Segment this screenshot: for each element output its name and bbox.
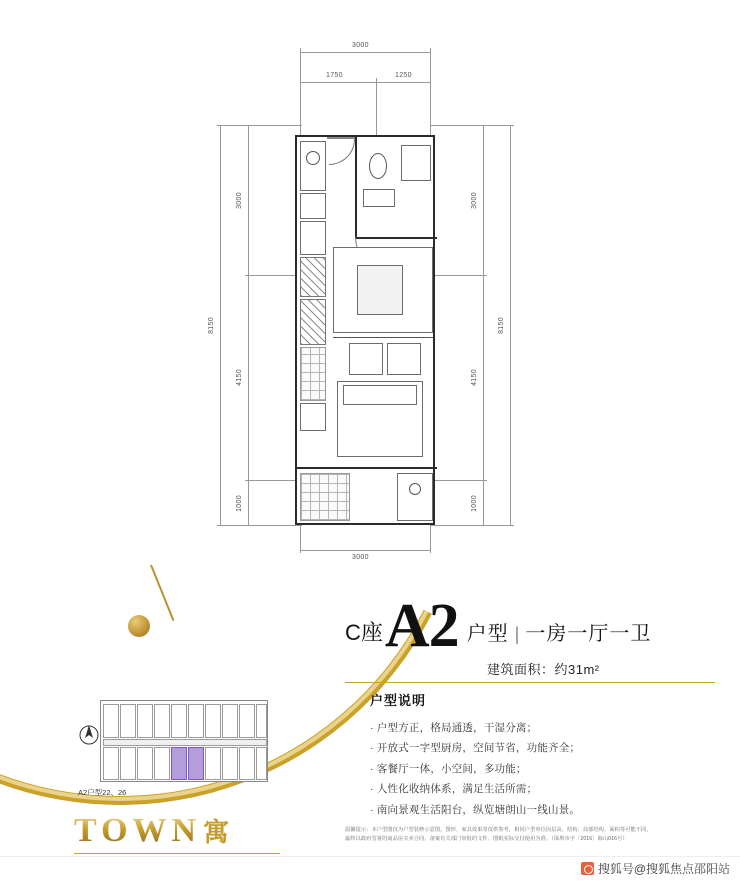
ext-line — [430, 275, 486, 276]
description-item: · 人性化收纳体系，满足生活所需； — [370, 783, 538, 796]
dim-line-bottom-total — [300, 550, 430, 551]
dim-line-top-left — [300, 82, 376, 83]
kitchen-cabinet — [300, 221, 326, 255]
dim-bottom-total: 3000 — [352, 554, 369, 561]
wall-balcony-top — [297, 467, 437, 469]
description-item: · 开放式一字型厨房，空间节省，功能齐全； — [370, 742, 581, 755]
description-item: · 客餐厅一体，小空间，多功能； — [370, 762, 527, 775]
key-plan-unit — [205, 747, 221, 780]
key-plan-unit — [103, 704, 119, 738]
dim-line-left-total — [220, 125, 221, 525]
sofa-coffee-table — [357, 265, 403, 315]
dim-line-right-upper — [483, 125, 484, 275]
footer-bar — [0, 856, 740, 882]
description-item: · 户型方正，格局通透，干湿分离； — [370, 722, 538, 734]
dim-right-mid: 4150 — [470, 369, 478, 386]
disclaimer-line-1: 温馨提示：本户型图仅为户型装修示意图，图形、家具效果等仅供参考，相同户型单位因层高、结构、局部结构、面积等可能不同， — [345, 827, 652, 833]
pointer-line — [150, 565, 174, 621]
balcony-floor-tile — [300, 473, 350, 521]
dim-line-left-upper — [248, 125, 249, 275]
wardrobe — [300, 347, 326, 401]
balcony-utility — [397, 473, 433, 521]
dim-left-total: 8150 — [207, 317, 215, 334]
ext-line — [376, 78, 377, 138]
dim-line-right-lower — [483, 480, 484, 525]
building-seat-label: C座 — [345, 619, 383, 645]
key-plan-unit — [137, 704, 153, 738]
floor-plan-drawing — [200, 30, 530, 570]
title-underline — [345, 682, 715, 683]
sink-unit — [300, 193, 326, 219]
shower-area — [401, 145, 431, 181]
dim-right-total: 8150 — [497, 317, 505, 334]
room-config-label: 一房一厅一卫 — [525, 622, 652, 645]
description-item: · 南向景观生活阳台，纵览塘朗山一线山景。 — [370, 803, 581, 816]
legal-disclaimer — [345, 826, 720, 843]
key-plan-unit — [222, 704, 238, 738]
dim-top-total: 3000 — [352, 42, 369, 49]
north-arrow-icon — [78, 722, 100, 748]
dim-top-left-seg: 1750 — [326, 72, 343, 79]
dim-left-lower: 1000 — [235, 495, 243, 512]
key-plan-unit — [256, 747, 267, 780]
building-area-label: 建筑面积：约31m² — [487, 661, 600, 677]
refrigerator — [300, 257, 326, 297]
entry-door-swing — [329, 139, 355, 165]
storage-cabinet — [300, 299, 326, 345]
key-plan-unit — [171, 704, 187, 738]
logo-divider — [74, 853, 280, 854]
pointer-dot — [128, 615, 150, 637]
ext-line — [300, 525, 301, 553]
dim-left-upper: 3000 — [235, 192, 243, 209]
dining-chair-right — [387, 343, 421, 375]
sohu-icon — [581, 862, 594, 875]
unit-description — [370, 690, 720, 820]
brand-name-cn: 寓 — [203, 817, 230, 847]
key-plan-unit — [154, 747, 170, 780]
key-plan-unit-highlight-a2-22 — [171, 747, 187, 780]
ext-line — [430, 125, 513, 126]
key-plan-unit — [256, 704, 267, 738]
bed-pillows — [343, 385, 417, 405]
key-plan-unit — [239, 704, 255, 738]
unit-type-label: 户型 — [466, 622, 509, 645]
kitchen-counter — [300, 141, 326, 191]
ext-line — [430, 525, 513, 526]
cooktop-icon — [306, 151, 320, 165]
description-heading: 户型说明 — [370, 693, 427, 708]
toilet-icon — [369, 153, 387, 179]
dim-line-top-total — [300, 52, 430, 53]
dining-chair-left — [349, 343, 383, 375]
unit-title-block — [345, 592, 715, 678]
closet-unit — [300, 403, 326, 431]
brand-name-en: TOWN — [74, 812, 202, 849]
dim-line-left-mid — [248, 275, 249, 480]
ext-line — [217, 125, 302, 126]
key-plan-unit — [137, 747, 153, 780]
key-plan-unit-highlight-a2-26 — [188, 747, 204, 780]
dim-right-lower: 1000 — [470, 495, 478, 512]
dim-right-upper: 3000 — [470, 192, 478, 209]
dining-table-edge — [333, 337, 433, 338]
wall-bathroom-left — [355, 137, 357, 237]
washbasin — [363, 189, 395, 207]
ext-line — [217, 525, 302, 526]
key-plan-unit — [188, 704, 204, 738]
key-plan-unit — [103, 747, 119, 780]
key-plan-unit — [154, 704, 170, 738]
watermark — [581, 860, 730, 877]
dim-line-left-lower — [248, 480, 249, 525]
dim-line-right-total — [510, 125, 511, 525]
dim-line-right-mid — [483, 275, 484, 480]
unit-outline — [295, 135, 435, 525]
key-plan-corridor — [103, 739, 267, 746]
unit-code: A2 — [384, 592, 459, 660]
key-plan — [78, 700, 273, 798]
ext-line — [430, 480, 486, 481]
dim-left-mid: 4150 — [235, 369, 243, 386]
key-plan-unit — [120, 704, 136, 738]
key-plan-frame — [100, 700, 268, 782]
dim-line-top-right — [376, 82, 430, 83]
floor-drain-icon — [409, 483, 421, 495]
title-divider: | — [514, 623, 520, 644]
key-plan-unit — [222, 747, 238, 780]
dim-top-right-seg: 1250 — [395, 72, 412, 79]
key-plan-unit — [239, 747, 255, 780]
disclaimer-line-2: 最终以政府签署的商品房买卖合同、备案有关部门审批的文件、图纸实际交付使用为准。（深圳市字〔2016〕海山016号） — [345, 835, 628, 842]
key-plan-caption: A2户型22、26 — [78, 788, 127, 797]
key-plan-unit — [205, 704, 221, 738]
watermark-text: 搜狐号@搜狐焦点邵阳站 — [597, 862, 730, 876]
ext-line — [430, 525, 431, 553]
key-plan-unit — [120, 747, 136, 780]
